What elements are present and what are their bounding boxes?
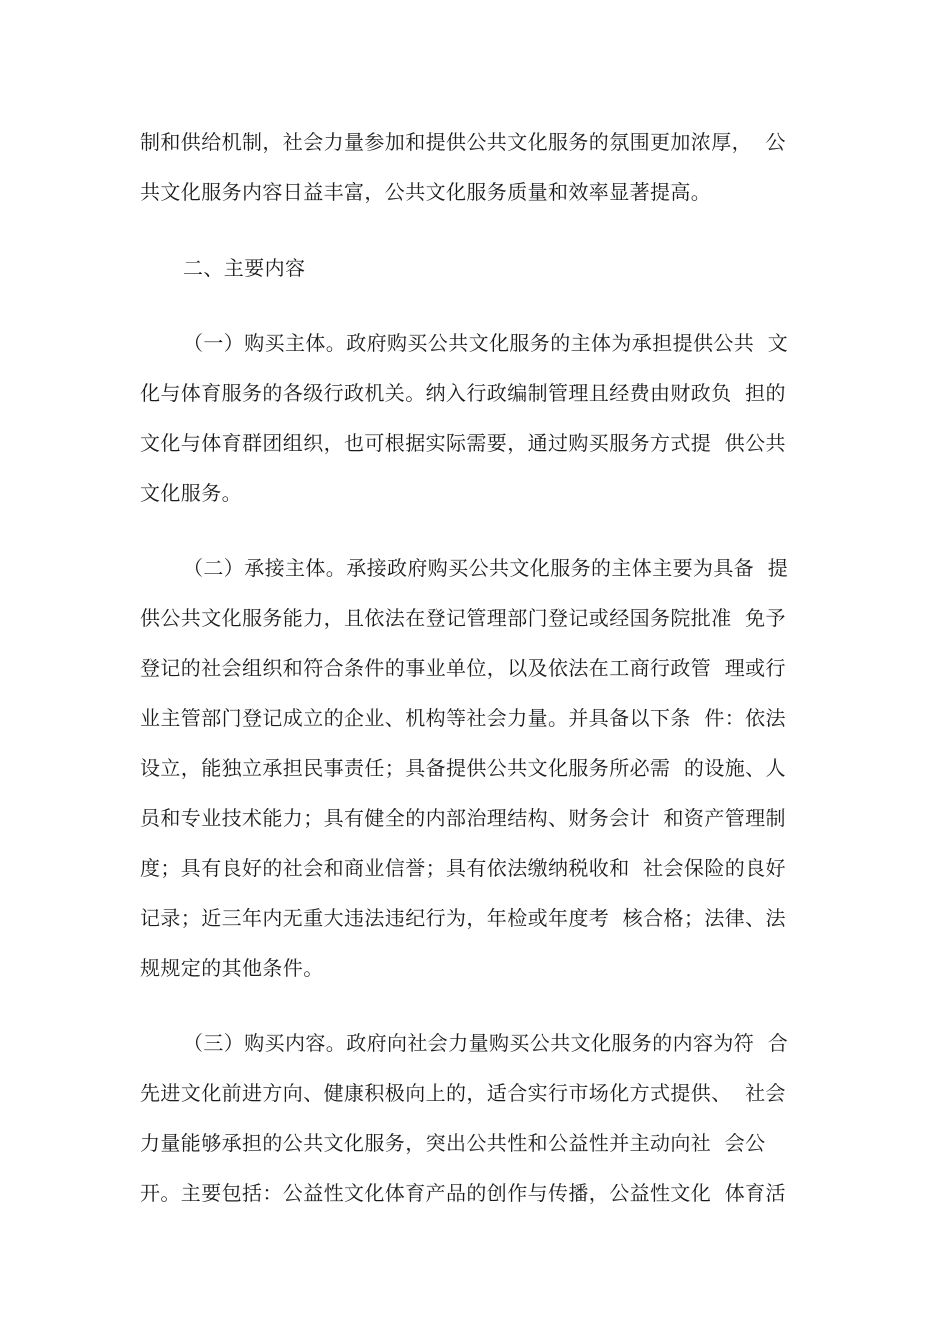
paragraph-line: 化与体育服务的各级行政机关。纳入行政编制管理且经费由财政负 担的 (140, 381, 786, 405)
paragraph-line: （三）购买内容。政府向社会力量购买公共文化服务的内容为符 合 (183, 1031, 789, 1055)
paragraph-line: 共文化服务内容日益丰富，公共文化服务质量和效率显著提高。 (140, 180, 712, 204)
paragraph-line: 登记的社会组织和符合条件的事业单位，以及依法在工商行政管 理或行 (140, 656, 786, 680)
paragraph-line: 开。主要包括：公益性文化体育产品的创作与传播，公益性文化 体育活 (140, 1181, 786, 1205)
paragraph-line: 员和专业技术能力；具有健全的内部治理结构、财务会计 和资产管理制 (140, 806, 786, 830)
paragraph-line: 业主管部门登记成立的企业、机构等社会力量。并具备以下条 件：依法 (140, 706, 786, 730)
paragraph-line: 记录；近三年内无重大违法违纪行为，年检或年度考 核合格；法律、法 (140, 906, 786, 930)
paragraph-line: 文化服务。 (140, 481, 242, 505)
paragraph-line: 力量能够承担的公共文化服务，突出公共性和公益性并主动向社 会公 (140, 1131, 766, 1155)
paragraph-line: 供公共文化服务能力，且依法在登记管理部门登记或经国务院批准 免予 (140, 606, 786, 630)
paragraph-line: 度；具有良好的社会和商业信誉；具有依法缴纳税收和 社会保险的良好 (140, 856, 786, 880)
paragraph-line: （二）承接主体。承接政府购买公共文化服务的主体主要为具备 提 (183, 556, 789, 580)
paragraph-line: 设立，能独立承担民事责任；具备提供公共文化服务所必需 的设施、人 (140, 756, 786, 780)
paragraph-line: 文化与体育群团组织，也可根据实际需要，通过购买服务方式提 供公共 (140, 431, 786, 455)
paragraph-line: （一）购买主体。政府购买公共文化服务的主体为承担提供公共 文 (183, 331, 789, 355)
paragraph-line: 规规定的其他条件。 (140, 956, 324, 980)
section-heading: 二、主要内容 (183, 256, 306, 280)
paragraph-line: 制和供给机制，社会力量参加和提供公共文化服务的氛围更加浓厚， 公 (140, 130, 786, 154)
paragraph-line: 先进文化前进方向、健康积极向上的，适合实行市场化方式提供、 社会 (140, 1081, 786, 1105)
